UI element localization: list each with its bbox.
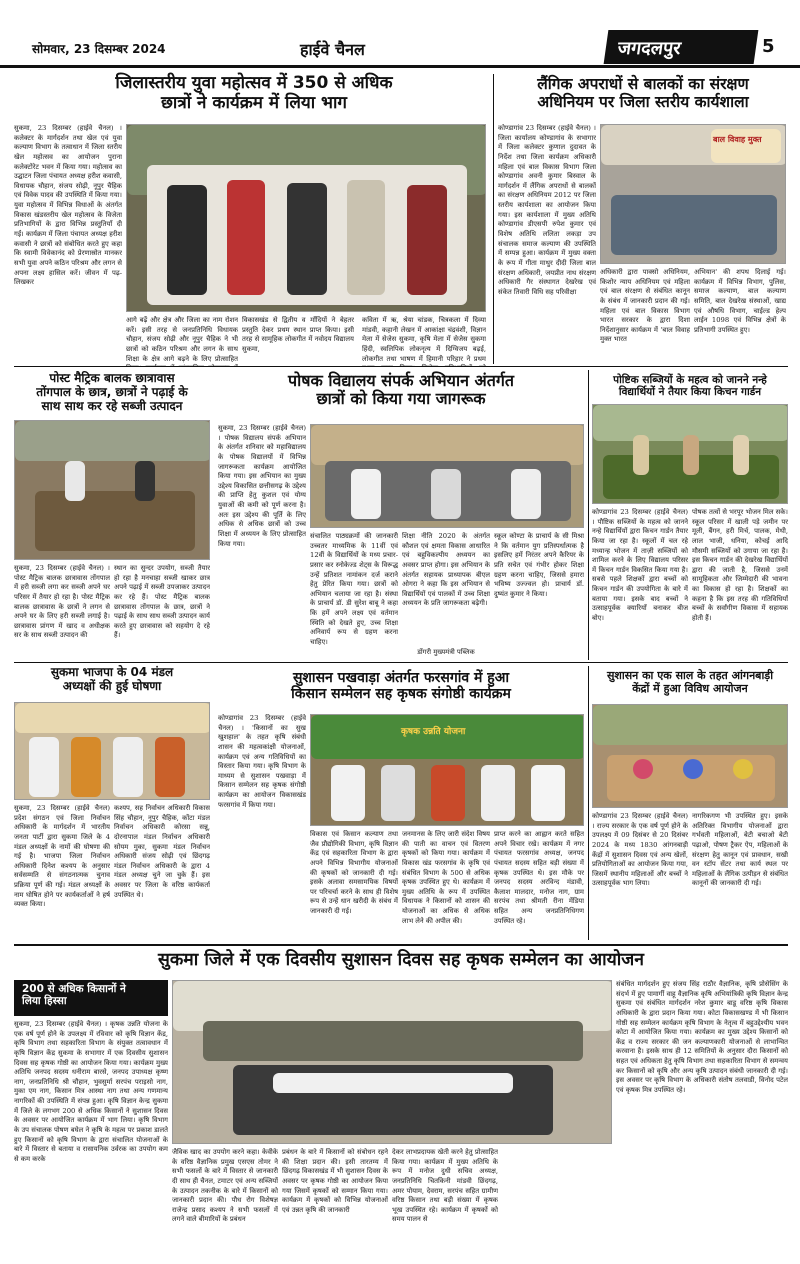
a3-headline-line3: साथ साथ कर रहे सब्जी उत्पादन [41,398,183,413]
a3-col1: सुकमा, 23 दिसम्बर (हाईवे चैनल) । पोस्ट मैट्रिक बालक छात्रावास तोंगपाल में हरी सब्जी लगा कर सब्जी अपने घर परिसर में तैयार हो रहा है। पोस्ट मैट्रिक बालक छात्रावास के छात्रों ने लगन से अपने घर के लिए हरी सब्जी लगाई है। छात्रावास प्रांगण में खाद व अधीक्षक सर के साथ सब्जी उत्पादन की [14,564,110,640]
a2-col2: अधिकारी द्वारा पाक्सो अधिनियम, किशोर न्याय अधिनियम एवं महिला एवं बाल संरक्षण से संबंधित कानून के संबंध में जानकारी प्रदान की गई। महिला एवं बाल विकास विभाग भारत सरकार के द्वारा दिशा निर्देशानुसार कार्यक्रम में 'बाल विवाह मुक्त भारत [600,268,690,344]
a2-photo [600,124,786,264]
a9-photo [172,980,612,1144]
a5-col1: कोण्डागांव 23 दिसम्बर (हाईवे चैनल) । पौष्टिक सब्जियों के महत्व को जानने नन्हे विद्यार्थियों द्वारा किचन गार्डन तैयार किया जा रहा है। स्कूलों में चल रहे मध्यान्ह भोजन में ताज़ी सब्जियों को शामिल करने के लिए विद्यालय परिसर में किचन गार्डन विकसित किया गया है। सबसे पहले शिक्षकों द्वारा बच्चों को किचन गार्डन की उपयोगिता के बारे में बताया गया। इसके बाद बच्चों ने उत्साहपूर्वक क्यारियाँ बनाकर बीज बोए। [592,508,688,623]
a4-col2: संचालित पाठ्यक्रमों की जानकारी उच्चतर माध्यमिक के 11वीं एवं 12वीं के विद्यार्थियों के मध्य प्रचार-प्रसार कर स्नोकेज्ड शेट्‌स के विरूद्ध उन्हें प्रतिशत नामांकन दर्ज कराने हेतु प्रेरित किया गया। छात्रों को अभियान चलाया जा रहा है। संस्था के प्राचार्य डॉ. डी सुरेश बाबू ने कहा कि हमें अपने लक्ष्य एवं वर्तमान स्थिति को देखते हुए, उच्च शिक्षा अनिवार्य रूप से ग्रहण करना चाहिए। [310,532,398,647]
a2-col3: अभियान' की शपथ दिलाई गई। कार्यक्रम में विभिन्न विभाग, पुलिस, समाज कल्याण, बाल कल्याण समिति, बाल देखरेख संस्थाओं, खाद्य एवं औषधि विभाग, चाईल्ड हेल्प लाईन 1098 एवं विभिन्न क्षेत्रों के प्रतिभागी उपस्थित हुए। [694,268,786,334]
a4-headline-line2: छात्रों को किया गया जागरूक [316,389,486,409]
masthead [0,0,800,68]
a6-col1: सुकमा, 23 दिसम्बर (हाईवे चैनल) प्रदेश संगठन एवं जिला निर्वाचन अधिकारी के मार्गदर्शन में भारतीय जनता पार्टी द्वारा सुकमा जिले के 4 मंडल अध्यक्षों के नामों की घोषणा की गई है। भाजपा जिला निर्वाचन अधिकारी दिनेश कश्यप के अनुसार सर्वसम्मति से संगठनात्मक चुनाव प्रक्रिया पूर्ण की गई। मंडल अध्यक्षों के नाम घोषित होने पर कार्यकर्ताओं ने हर्ष व्यक्त किया। [14,804,110,909]
a7-headline [218,670,584,702]
a4-caption: डोंगरी मुख्यमंत्री पब्लिक [417,648,475,656]
a4-col4: स्कूल कोण्टा के प्राचार्य के सी मिश्रा ने कि वर्तमान युग प्रतिस्पर्धात्मक है इसलिए हमें निरंतर अपने कैरियर के प्रति सचेत एवं गंभीर होकर शिक्षा ग्रहण करना चाहिए, जिससे हमारा भविष्य उज्ज्वल हो। प्राचार्य डॉ. दुष्यंत कुमार ने किया। [494,532,584,598]
a4-headline [218,372,584,409]
a1-col4-visible: कविता में ऋ, श्रेया चांडक, चित्रकला में दिव्या मांडवी, कहानी लेखन में आकांक्षा चंद्रवंशी, विज्ञान मेला में सेजेस सुकमा, कृषि मेला में सेजेस सुकमा हिंदी, स्वलिपिक लोकनृत्य में दिग्विजय बढ़ई, लोकगीत तथा भाषण में हिमानी परिहार ने प्रथम [362,316,486,363]
a3-headline-line2: तोंगपाल के छात्र, छात्रों ने पढ़ाई के [36,384,188,399]
a9-headline: सुकमा जिले में एक दिवसीय सुशासन दिवस सह कृषक सम्मेलन का आयोजन [158,950,644,970]
masthead-page-number: 5 [762,36,775,57]
a1-col3: विकासखंड से द्वितीय व माँदियों ने बेहतर प्रस्तुति देकर प्रथम स्थान प्राप्त किया। इसी तरह से सामूहिक लोकगीत में नवोदय विद्यालय सुकमा, [242,316,354,353]
divider [588,370,589,660]
a9-col4: देकर लाभप्रदायक खेती करने हेतु प्रोत्साहित किया गया। कार्यक्रम में मुख्य अतिथि के रूप में मनोज दुधी सचिव अध्यक्ष, जनप्रतिनिधि चितकिनी मांडवी छिंदगढ़, अमर पोयाम, देवराम, सरपंच सहित ग्रामीण वरिष्ठ किसान तथा बड़ी संख्या में कृषक भूख उपस्थित रहे। कार्यक्रम में कृषकों को समय पालन से [392,1148,498,1224]
a3-col2: स्थान का सुन्दर उपयोग, सब्जी तैयार हो रहा है मनचाहा सब्जी खाकर छात्र अपने पढ़ाई में सब्जी उपजाकर उत्पादन कर रहे हैं। पोस्ट मैट्रिक बालक छात्रावास तोंगपाल के छात्र, छात्रों ने पढ़ाई के साथ साथ सब्जी उत्पादन कार्य करते हुए छात्रावास को सहयोग दे रहे हैं। [114,564,210,640]
a2-col1: कोण्डागांव 23 दिसम्बर (हाईवे चैनल) । जिला कार्यालय कोण्डागांव के सभागार में जिला कलेक्टर कुणाल दुदावत के निर्देश तथा जिला कार्यक्रम अधिकारी महिला एवं बाल विकास विभाग जिला कोण्डागांव अवनी कुमार बिस्वाल के मार्गदर्शन में लैंगिक अपराधों से बालकों का संरक्षण अधिनियम 2012 पर जिला स्तरीय कार्यशाला का आयोजन किया गया। इस कार्यशाला में मुख्य अतिथि कोण्डागांव डीएसपी रुपेश कुमार एवं विशेष अतिथि ललिता लकड़ा उप संचालक समाज कल्याण की उपस्थिति में सम्पन्न हुआ। कार्यक्रम में मुख्य वक्ता के रूप में गीता माथुर दीदी जिला बाल संरक्षण अधिकारी, जयप्रीत नाथ संरक्षण अधिकारी गैर संस्थागत देखरेख एवं संकेत तिवारी विधि सह परिवीक्षा [498,124,596,296]
a7-headline-line1: सुशासन पखवाड़ा अंतर्गत फरसगांव में हुआ [292,670,510,686]
a1-headline [14,74,494,113]
a9-subhead [14,980,168,1016]
a7-col4: प्राप्त करने का आह्वान करते सहित अपने विचार रखे। कार्यक्रम में नगर पंचायत फरसगांव अध्यक्ष, जनपद पंचायत सदस्य सहित बड़ी संख्या में कृषक उपस्थित थे। इस मौके पर जनपद सदस्य अरविन्द मंडावी, कैलाश मालदार, मनोज नाग, ग्राम सरपंच तथा श्रीमती रीना मेंडिया सहित अन्य जनप्रतिनिधिगण उपस्थित रहे। [494,830,584,925]
a4-col3: शिक्षा नीति 2020 के अंतर्गत कौशल एवं क्षमता विकास आधारित एवं बहुविकल्पीय अध्ययन का अवसर प्राप्त होगा। इस अभियान के अंतर्गत सहायक प्राध्यापक बीएल ओगरा ने कहा कि इस अभियान से विद्यार्थियों एवं पालकों में उच्च शिक्षा अध्ययन के प्रति जागरूकता बढ़ेगी। [402,532,490,608]
a2-headline [498,76,788,112]
a4-headline-line1: पोषक विद्यालय संपर्क अभियान अंतर्गत [287,371,515,390]
masthead-date: सोमवार, 23 दिसम्बर 2024 [32,42,166,56]
divider [14,366,788,367]
divider [14,944,788,946]
a8-headline-line1: सुशासन का एक साल के तहत आंगनबाड़ी [606,669,774,682]
a5-col2: पोषक तत्वों से भरपूर भोजन मिल सके। स्कूल परिसर में खाली पड़े जमीन पर मूली, बैंगन, हरी मिर्च, पालक, मेथी, लाल भाजी, धनिया, कोचई आदि मौसमी सब्जियों को उगाया जा रहा है। इस किचन गार्डन की देखरेख विद्यार्थियों द्वारा की जाती है, जिससे उनमें सामूहिकता और जिम्मेदारी की भावना का विकास हो रहा है। शिक्षकों का कहना है कि इस तरह की गतिविधियाँ बच्चों के सर्वांगीण विकास में सहायक होती हैं। [692,508,788,623]
a6-headline-line1: सुकमा भाजपा के 04 मंडल [50,665,174,679]
a9-subhead-line2: लिया हिस्सा [22,995,67,1008]
a1-col2: आगे बढ़ें और क्षेत्र और जिला का नाम रोशन करें। इसी तरह से जनप्रतिनिधि विधायक चौहान, संजय सोढ़ी और नूपुर चैहिक ने भी छात्रों को कठिन परिश्रम और लगन के साथ शिक्षा के क्षेत्र आगे बढ़ने के लिए प्रोत्साहित [126,316,238,363]
a8-col1: कोण्डागांव 23 दिसम्बर (हाईवे चैनल) । राज्य सरकार के एक वर्ष पूर्ण होने के उपलक्ष्य में 09 दिसंबर से 20 दिसंबर 2024 के मध्य 1830 आंगनबाड़ी केंद्रों में सुशासन दिवस एवं अन्य खेलों, प्रतियोगिताओं का आयोजन किया गया, जिसमें स्थानीय महिलाओं और बच्चों ने उत्साहपूर्वक भाग लिया। [592,812,688,888]
a8-photo [592,704,788,808]
divider [588,666,589,940]
a9-col2: जैविक खाद का उपयोग करने कहा। केवीके के वरिष्ठ वैज्ञानिक प्रमुख एसएस तोमर ने सभी फसलों के बारे में विस्तार से जानकारी दी साथ ही चैनल, टमाटर एवं अन्य सब्जियों के उत्पादन तकनीक के बारे में किसानों को जानकारी प्रदान की। पौध रोग विशेषज्ञ राजेन्द्र प्रसाद कश्यप ने सभी फसलों में लगने वाले बीमारियों के प्रबंधन [172,1148,278,1224]
a3-headline-line1: पोस्ट मैट्रिक बालक छात्रावास [49,371,175,385]
masthead-city-label: जगदलपुर [616,38,683,59]
a4-photo [310,424,584,528]
a7-photo [310,714,584,826]
a6-headline [14,666,210,694]
a2-headline-line1: लैंगिक अपराधों से बालकों का संरक्षण [537,75,749,93]
a7-col2: विकास एवं किसान कल्याण तथा जैव प्रौद्योगिकी विभाग, कृषि विज्ञान केंद्र एवं सहकारिता विभाग के द्वारा अपने विभिन्न विभागीय योजनाओं की कृषकों को जानकारी दी गई। इसके अलावा समसामयिक विषयों पर परिचर्चा करने के साथ ही विशेष रूप से उन्हें धान खरीदी के संबंध में जानकारी दी गई। [310,830,398,916]
a6-col2: कश्यप, सह निर्वाचन अधिकारी विकास सिंह चौहान, नूपुर चैहिक, कोंटा मंडल निर्वाचन अधिकारी कोरसा सन्नू, दोरनापाल मंडल निर्वाचन अधिकारी सोयम मुका, सुकमा मंडल निर्वाचन अधिकारी संजय सोढ़ी एवं छिंदगढ़ मंडल निर्वाचन अधिकारी के द्वारा 4 मंडल अध्यक्ष चुने जा चुके हैं। इस अवसर पर जिला के वरिष्ठ कार्यकर्ता उपस्थित थे। [114,804,210,899]
a8-headline-line2: केंद्रों में हुआ विविध आयोजन [632,681,748,695]
a1-headline-line2: छात्रों ने कार्यक्रम में लिया भाग [161,92,347,113]
a5-headline-line2: विद्यार्थियों ने तैयार किया किचन गार्डन [618,386,762,399]
a2-banner: बाल विवाह मुक्त [713,135,762,144]
a8-col2: नागरिकगण भी उपस्थित हुए। इसके अतिरिक्त विभागीय योजनाओं द्वारा गर्भवती महिलाओं, बेटी बचाओ बेटी पढ़ाओ, पोषण ट्रैकर ऐप, महिलाओं के संरक्षण हेतु कानून एवं प्रावधान, सखी वन स्टॉप सेंटर तथा कार्य स्थल पर महिलाओं के लैंगिक उत्पीड़न से संबंधित कानूनों की जानकारी दी गई। [692,812,788,888]
a4-col1: सुकमा, 23 दिसम्बर (हाईवे चैनल) । पोषक विद्यालय संपर्क अभियान के अंतर्गत शनिवार को महाविद्यालय के पोषक विद्यालयों में विभिन्न जागरूकता कार्यक्रम आयोजित किया गया। इस अभियान का मुख्य उद्देश्य विकासित छत्तीसगढ़ के उद्देश्य की प्राप्ति हेतु कुशल एवं योग्य युवाओं की कमी को पूर्ण करना है। अतः इस उद्देश्य की पूर्ति के लिए अधिक से अधिक छात्रों को उच्च शिक्षा में अध्ययन के लिए प्रोत्साहित किया गया। [218,424,306,548]
a9-col1: सुकमा, 23 दिसम्बर (हाईवे चैनल) । कृषक उन्नति योजना के एक वर्ष पूर्ण होने के उपलक्ष्य में रविवार को कृषि विज्ञान केंद्र, कृषि विभाग तथा सहकारिता विभाग के संयुक्त तत्वावधान में कृषि विज्ञान केंद्र सुकमा के सभागार में एक दिवसीय सुशासन दिवस सह कृषक गोष्ठी का आयोजन किया गया। कार्यक्रम मुख्य अतिथि जनपद सदस्य धनीराम बारसे, जनपद उपाध्यक्ष कृष्ण नाग, जनप्रतिनिधि श्री चौहान, भुवसुर्मा सरपंच पराइसो नाग, मुका एम नाग, किसान मित्र आस्था नाग तथा अन्य गणमान्य नागरिकों की उपस्थिति में संपन्न हुआ। कृषि विज्ञान केन्द्र सुकमा में जिले के लगभग 200 से अधिक किसानों ने सुशासन दिवस के अवसर पर आयोजित कार्यक्रम में भाग लिया। कृषि विभाग के उप संचालक पोषण बघेल ने कृषि के महत्व पर प्रकाश डालते हुए किसानों को कृषि विभाग के द्वारा संचालित योजनाओं के बारे में विस्तार से बताया व रासायनिक उर्वरक का उपयोग कम से कम करके [14,1020,168,1163]
a5-photo [592,404,788,504]
a1-headline-line1: जिलास्तरीय युवा महोत्सव में 350 से अधिक [115,73,393,93]
a6-headline-line2: अध्यक्षों की हुई घोषणा [62,678,162,693]
a3-photo [14,420,210,560]
masthead-city [604,30,759,64]
a2-headline-line2: अधिनियम पर जिला स्तरीय कार्यशाला [537,92,749,111]
a1-photo [126,124,486,312]
a7-col3: जनमानस के लिए जारी संदेश विषय की पाती का वाचन एवं वितरण कृषकों को किया गया। कार्यक्रम में विकास खंड फरसगांव के कृषि एवं संबंधित विभाग के 500 से अधिक कृषक उपस्थित हुए थे। कार्यक्रम में मुख्य अतिथि के रूप में उपस्थित विधायक ने किसानों को शासन की योजनाओं का अधिक से अधिक लाभ लेने की अपील की। [402,830,490,925]
a5-headline [592,374,788,398]
a7-banner: कृषक उन्नति योजना [401,727,466,737]
a3-headline [14,372,210,413]
a9-col4-continued [502,1148,612,1256]
a1-col1: सुकमा, 23 दिसम्बर (हाईवे चैनल) । कलेक्टर के मार्गदर्शन तथा खेल एवं युवा कल्याण विभाग के तत्वाधान में जिला स्तरीय खेल महोत्सव का आयोजन पुराना कलेक्टोरेट भवन में किया गया। महोत्सव का उद्घाटन जिला पंचायत अध्यक्ष हरीश कवासी, विधायक चौहान, संजय सोढ़ी, नूपुर चैहिक एवं विवेक यादव की उपस्थिति में किया गया। युवा महोत्सव में विभिन्न विधाओं के अंतर्गत विकास खंडस्तरीय खेल महोत्सव के विजेता प्रतिभागियों के द्वारा विभिन्न प्रस्तुतियाँ दी गईं। कार्यक्रम में जिला पंचायत अध्यक्ष हरीश कवासी ने छात्रों को संबोधित करते हुए कहा कि स्वामी विवेकानंद को प्रेरणास्रोत मानकर सभी युवा अपने कठिन परिश्रम और लगन से अपना लक्ष्य हासिल करें। जीवन में पढ़-लिखकर [14,124,122,287]
a9-col5: संबंधित मार्गदर्शन हुए संजय सिंह राठौर वैज्ञानिक, कृषि प्रोसेसिंग के संदर्भ में हुए पामार्गी वाहू वैज्ञानिक कृषि अभियांत्रिकी कृषि विज्ञान केन्द्र सुकमा एवं संबंधित मार्गदर्शन नरेश कुमार बाडू वरिष्ठ कृषि विकास अधिकारी के द्वारा प्रदान किया गया। कोटा विकासखण्ड में भी किसान गोष्ठी सह सम्मेलन कार्यक्रम कृषि विभाग के नेतृत्व में बहुउद्देश्यीय भवन कोटा में आयोजित किया गया। कार्यक्रम का मुख्य उद्देश्य किसानों को केंद्र व राज्य सरकार की जन कल्याणकारी योजनाओं से लाभान्वित करवाना है। इसके साथ ही 12 समितियों के अनुसार दौरा किसानों को सहत एवं अधिकता हेतु कृषि विभाग तथा सहकारिता विभाग से समन्वय कर किसानों को कृषि और अन्य कृषि उत्पादन संबंधी जानकारी दी गई। इस अवसर पर कृषि विभाग के अधिकारी संतोष तलवाडी, विनोद पटेल एवं कृषक मित्र उपस्थित रहे। [616,980,788,1095]
a7-col1: कोण्डागांव 23 दिसम्बर (हाईवे चैनल) । 'किसानों का सुख खुशहाल' के तहत कृषि संबंधी शासन की महत्वकांक्षी योजनाओं, कार्यक्रम एवं अन्य गतिविधियों का विस्तार किया गया। कृषि विभाग के माध्यम से सुशासन पखवाड़ा में किसान सम्मेलन सह कृषक संगोष्ठी कार्यक्रम का आयोजन विकासखंड फरसगांव में किया गया। [218,714,306,809]
a9-col3: प्रबंधन के बारे में किसानों को संबोधन रहने की शिक्षा प्रदान की। इसी तारतम्य में छिंदगढ़ विकासखंड में भी सुशासन दिवस के अवसर पर कृषक गोष्ठी का आयोजन किया गया जिसमें कृषकों को सम्मान किया गया। कार्यक्रम में कृषकों को विभिन्न योजनाओं एवं उन्नत कृषि की जानकारी [282,1148,388,1214]
a5-headline-line1: पोष्टिक सब्जियों के महत्व को जानने नन्हे [613,374,767,386]
a8-headline [592,670,788,695]
a9-subhead-line1: 200 से अधिक किसानों ने [22,983,126,995]
a7-headline-line2: किसान सम्मेलन सह कृषक संगोष्ठी कार्यक्रम [291,686,511,703]
a6-photo [14,702,210,800]
masthead-paper-name: हाईवे चैनल [300,40,365,59]
divider [493,74,494,364]
divider [14,662,788,663]
